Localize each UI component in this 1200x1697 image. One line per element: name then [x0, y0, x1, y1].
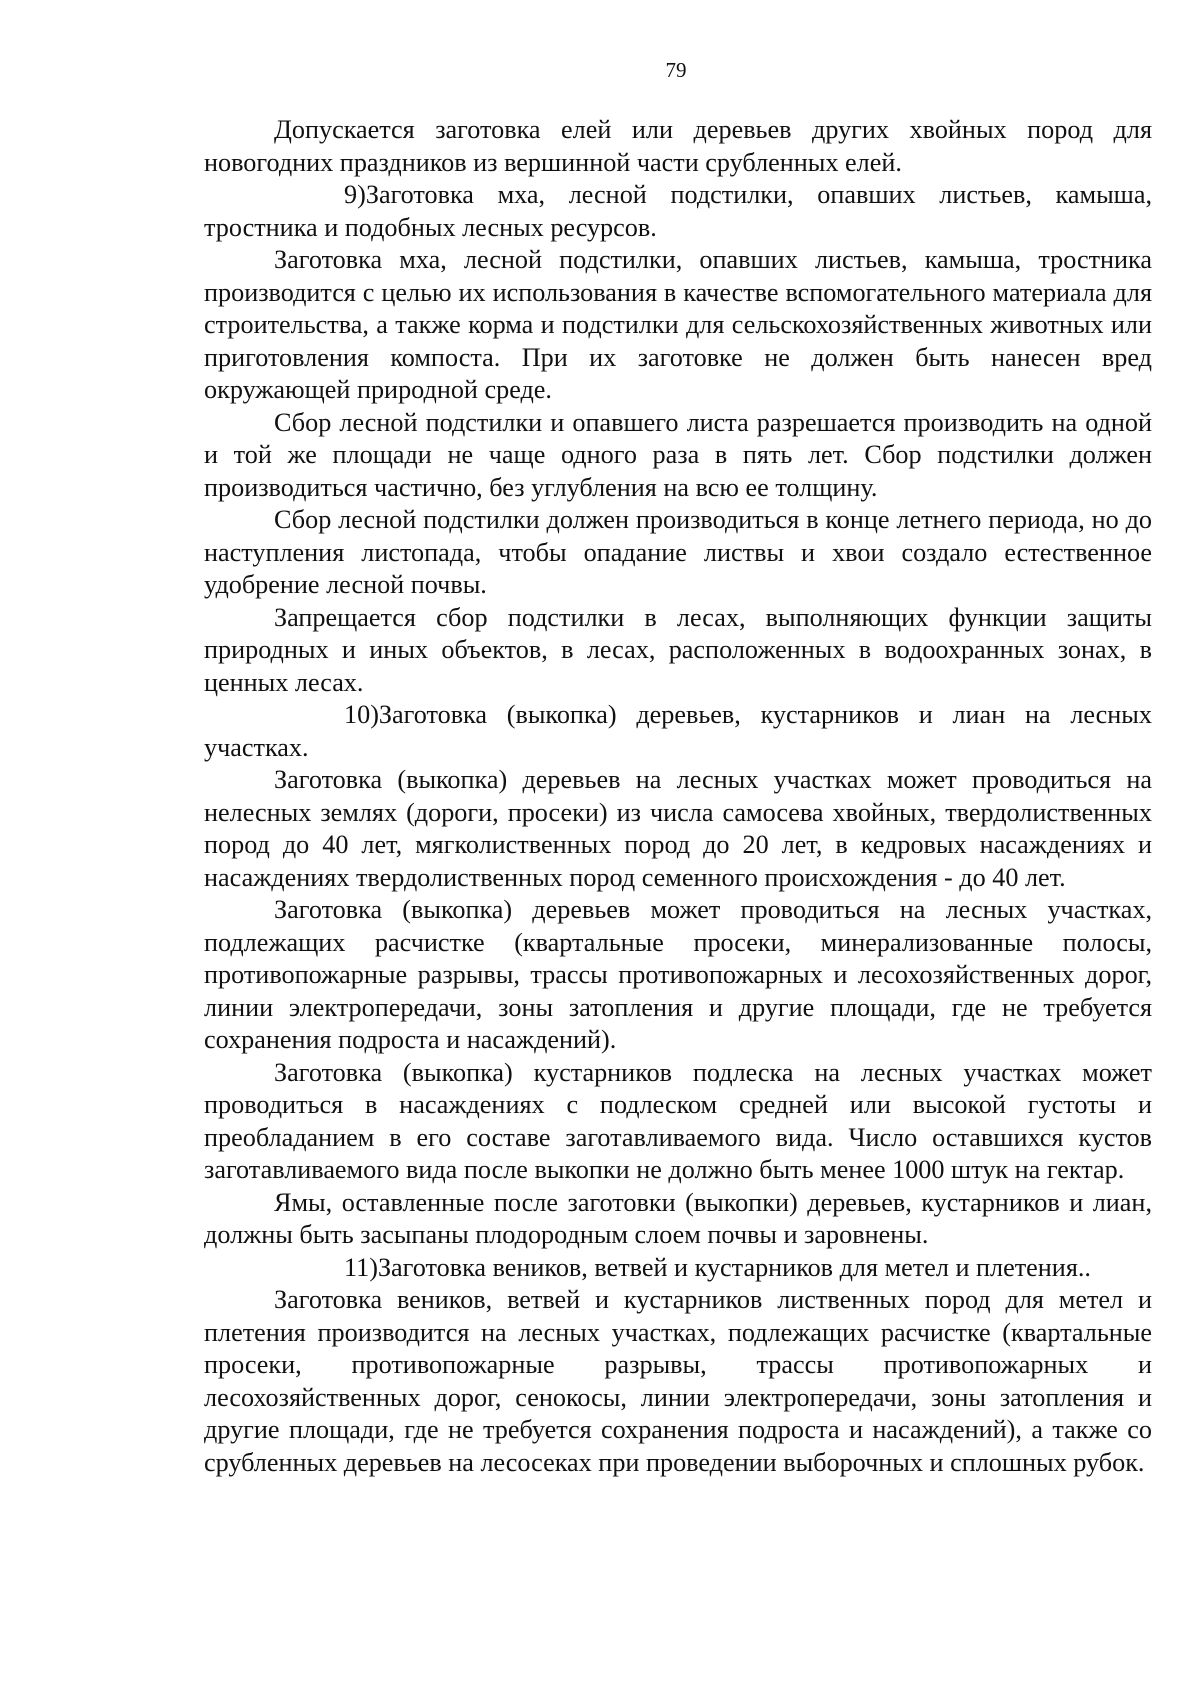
item-number: 9)	[344, 180, 366, 209]
paragraph: Допускается заготовка елей или деревьев других хвойных пород для новогодних праздников из вершинной части срубленных елей.	[204, 115, 1152, 177]
paragraph: Заготовка мха, лесной подстилки, опавших листьев, камыша, тростника производится с целью их использования в качестве вспомогательного материала для строительства, а также корма и подстилки для сельскохозяйственных животных или приготовления компоста. При их заготовке не должен быть нанесен вред окружающей природной среде.	[204, 245, 1152, 404]
paragraph: Заготовка веников, ветвей и кустарников лиственных пород для метел и плетения производится на лесных участках, подлежащих расчистке (квартальные просеки, противопожарные разрывы, трассы противопожарных и лесохозяйственных дорог, сенокосы, линии электропередачи, зоны затопления и другие площади, где не требуется сохранения подроста и насаждений), а также со срубленных деревьев на лесосеках при проведении выборочных и сплошных рубок.	[204, 1285, 1152, 1477]
item-text: Заготовка (выкопка) деревьев, кустарников и лиан на лесных участках.	[204, 700, 1152, 762]
paragraph: Запрещается сбор подстилки в лесах, выполняющих функции защиты природных и иных объектов, в лесах, расположенных в водоохранных зонах, в ценных лесах.	[204, 602, 1152, 697]
paragraph: Заготовка (выкопка) кустарников подлеска на лесных участках может проводиться в насаждениях с подлеском средней или высокой густоты и преобладанием в его составе заготавливаемого вида. Число оставшихся кустов заготавливаемого вида после выкопки не должно быть менее 1000 штук на гектар.	[204, 1057, 1152, 1184]
numbered-item	[204, 699, 1152, 764]
numbered-item	[204, 179, 1152, 244]
item-text: Заготовка мха, лесной подстилки, опавших листьев, камыша, тростника и подобных лесных ресурсов.	[204, 180, 1152, 242]
item-text: Заготовка веников, ветвей и кустарников для метел и плетения..	[377, 1252, 1091, 1282]
numbered-item	[204, 1252, 1152, 1285]
paragraph: Заготовка (выкопка) деревьев на лесных участках может проводиться на нелесных землях (дороги, просеки) из числа самосева хвойных, твердолиственных пород до 40 лет, мягколиственных пород до 20 лет, в кедровых насаждениях и насаждениях твердолиственных пород семенного происхождения - до 40 лет.	[204, 765, 1152, 892]
page-number: 79	[665, 58, 687, 82]
document-body	[204, 114, 1152, 1479]
paragraph: Сбор лесной подстилки должен производиться в конце летнего периода, но до наступления листопада, чтобы опадание листвы и хвои создало естественное удобрение лесной почвы.	[204, 505, 1152, 599]
paragraph: Сбор лесной подстилки и опавшего листа разрешается производить на одной и той же площади не чаще одного раза в пять лет. Сбор подстилки должен производиться частично, без углубления на всю ее толщину.	[204, 407, 1152, 502]
item-number: 11)	[344, 1252, 378, 1282]
item-number: 10)	[344, 700, 379, 729]
paragraph: Ямы, оставленные после заготовки (выкопки) деревьев, кустарников и лиан, должны быть засыпаны плодородным слоем почвы и заровнены.	[204, 1187, 1152, 1249]
paragraph: Заготовка (выкопка) деревьев может проводиться на лесных участках, подлежащих расчистке (квартальные просеки, минерализованные полосы, противопожарные разрывы, трассы противопожарных и лесохозяйственных дорог, линии электропередачи, зоны затопления и другие площади, где не требуется сохранения подроста и насаждений).	[204, 895, 1152, 1054]
